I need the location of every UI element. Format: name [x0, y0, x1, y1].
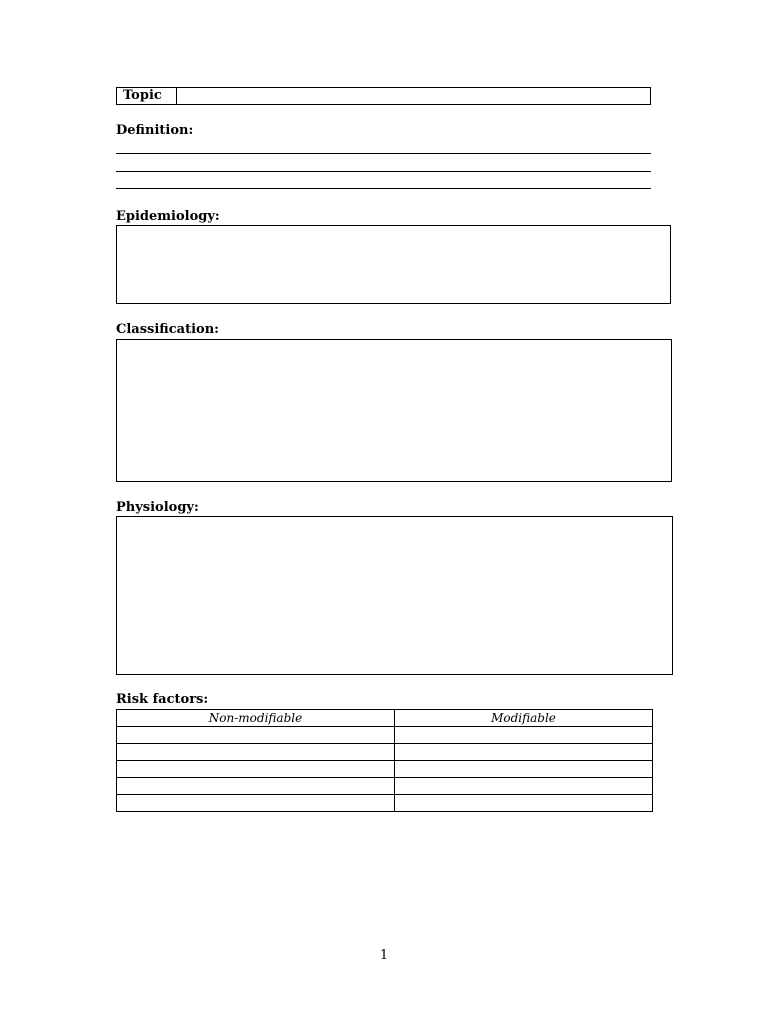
risk-factors-table — [116, 709, 653, 812]
table-row — [117, 727, 653, 744]
table-header-row — [117, 710, 653, 727]
non-modifiable-cell[interactable] — [117, 778, 395, 795]
non-modifiable-cell[interactable] — [117, 727, 395, 744]
classification-label: Classification: — [116, 322, 219, 337]
non-modifiable-header: Non-modifiable — [117, 710, 395, 727]
definition-line-1[interactable] — [116, 153, 651, 154]
modifiable-cell[interactable] — [395, 761, 653, 778]
table-row — [117, 778, 653, 795]
modifiable-header: Modifiable — [395, 710, 653, 727]
epidemiology-box[interactable] — [116, 225, 671, 304]
risk-factors-label: Risk factors: — [116, 692, 209, 707]
definition-label: Definition: — [116, 123, 194, 138]
topic-field[interactable] — [177, 88, 650, 104]
classification-box[interactable] — [116, 339, 672, 482]
modifiable-cell[interactable] — [395, 744, 653, 761]
table-row — [117, 761, 653, 778]
modifiable-cell[interactable] — [395, 795, 653, 812]
topic-row — [116, 87, 651, 105]
modifiable-cell[interactable] — [395, 778, 653, 795]
table-row — [117, 795, 653, 812]
definition-line-2[interactable] — [116, 171, 651, 172]
modifiable-cell[interactable] — [395, 727, 653, 744]
page-number: 1 — [379, 948, 389, 963]
table-row — [117, 744, 653, 761]
topic-label: Topic — [117, 88, 177, 104]
definition-line-3[interactable] — [116, 188, 651, 189]
non-modifiable-cell[interactable] — [117, 744, 395, 761]
epidemiology-label: Epidemiology: — [116, 209, 220, 224]
physiology-label: Physiology: — [116, 500, 199, 515]
non-modifiable-cell[interactable] — [117, 761, 395, 778]
non-modifiable-cell[interactable] — [117, 795, 395, 812]
physiology-box[interactable] — [116, 516, 673, 675]
